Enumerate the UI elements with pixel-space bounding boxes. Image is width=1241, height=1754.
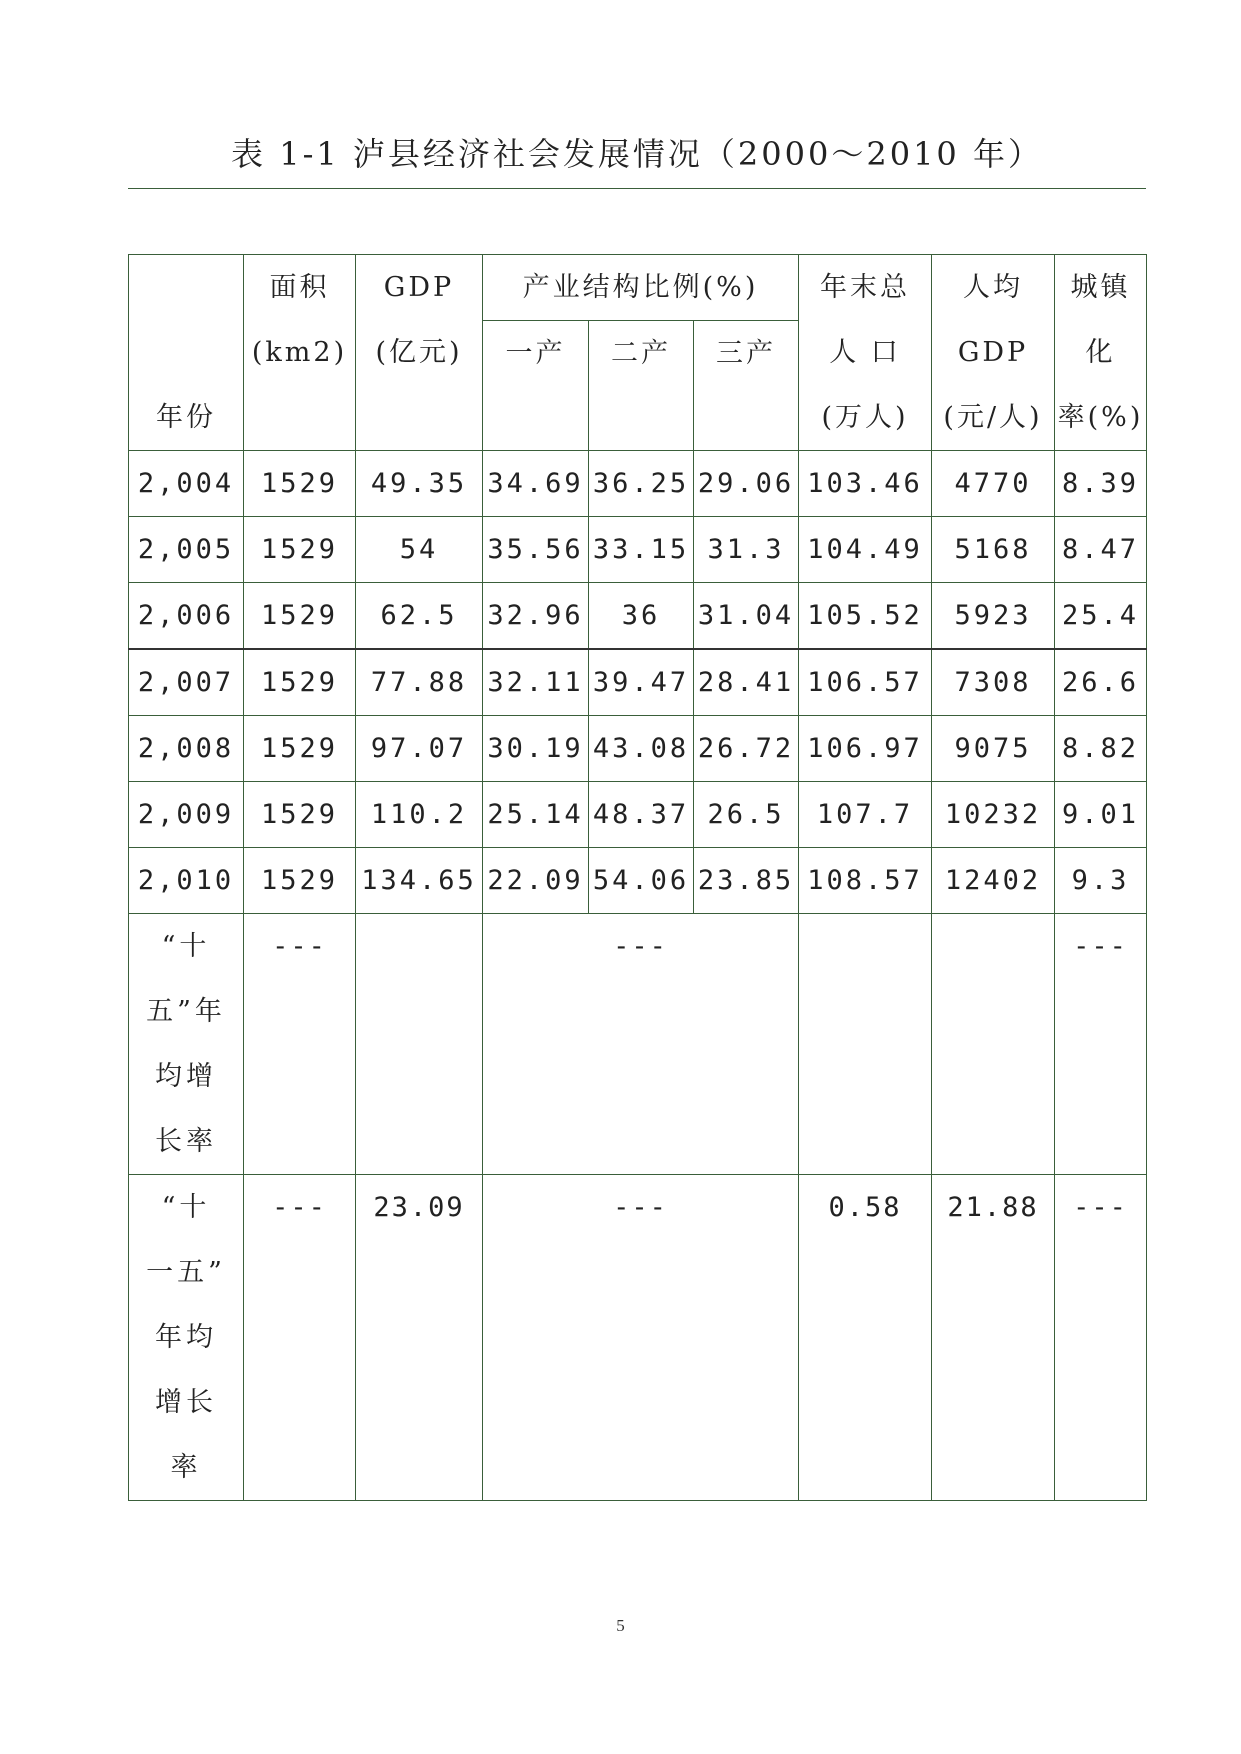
cell-population: 104.49 [799, 517, 932, 583]
cell-population: 105.52 [799, 583, 932, 650]
cell-year: 2,009 [129, 782, 244, 848]
cell-urbanization: 26.6 [1055, 649, 1147, 716]
cell-primary: 25.14 [483, 782, 589, 848]
cell-urbanization: --- [1055, 1175, 1147, 1501]
cell-population: 103.46 [799, 451, 932, 517]
table-row [129, 782, 1147, 848]
cell-year: 2,010 [129, 848, 244, 914]
cell-gdp-per-capita: 5923 [932, 583, 1055, 650]
page-title: 表 1-1 泸县经济社会发展情况（2000～2010 年） [231, 135, 1043, 173]
cell-gdp-per-capita: 4770 [932, 451, 1055, 517]
cell-gdp: 110.2 [356, 782, 483, 848]
header-population [799, 255, 932, 451]
header-urbanization [1055, 255, 1147, 451]
cell-primary: 32.11 [483, 649, 589, 716]
cell-tertiary: 28.41 [694, 649, 799, 716]
cell-secondary: 39.47 [589, 649, 694, 716]
header-urbanization-line: 化 [1085, 337, 1116, 368]
cell-secondary: 36 [589, 583, 694, 650]
table-row [129, 517, 1147, 583]
header-population-line: (万人) [821, 402, 909, 433]
growth-label-line: “十 [161, 1192, 211, 1223]
cell-gdp: 62.5 [356, 583, 483, 650]
cell-gdp: 23.09 [356, 1175, 483, 1501]
cell-primary: 35.56 [483, 517, 589, 583]
header-gdp-per-capita-line: (元/人) [943, 402, 1043, 433]
cell-gdp: 77.88 [356, 649, 483, 716]
cell-gdp: 49.35 [356, 451, 483, 517]
cell-population: 107.7 [799, 782, 932, 848]
header-area [244, 255, 356, 451]
data-table [128, 254, 1147, 1501]
header-gdp-per-capita [932, 255, 1055, 451]
cell-area: --- [244, 914, 356, 1175]
cell-area: --- [244, 1175, 356, 1501]
header-population-line: 人 口 [829, 337, 901, 368]
table-row [129, 649, 1147, 716]
cell-year: 2,006 [129, 583, 244, 650]
cell-gdp: 97.07 [356, 716, 483, 782]
growth-label-line: 五”年 [146, 996, 226, 1027]
growth-label-line: 均增 [155, 1061, 217, 1092]
cell-year: 2,005 [129, 517, 244, 583]
growth-label [129, 914, 244, 1175]
header-population-line: 年末总 [820, 272, 911, 303]
cell-urbanization: 9.01 [1055, 782, 1147, 848]
cell-primary: 30.19 [483, 716, 589, 782]
cell-gdp: 54 [356, 517, 483, 583]
header-year: 年份 [129, 255, 244, 451]
cell-population: 108.57 [799, 848, 932, 914]
cell-population: 0.58 [799, 1175, 932, 1501]
growth-row-11th [129, 1175, 1147, 1501]
cell-tertiary: 23.85 [694, 848, 799, 914]
cell-area: 1529 [244, 451, 356, 517]
header-industry-structure: 产业结构比例(%) [483, 255, 799, 321]
cell-population: 106.97 [799, 716, 932, 782]
cell-industry: --- [483, 914, 799, 1175]
cell-gdp-per-capita: 5168 [932, 517, 1055, 583]
cell-area: 1529 [244, 649, 356, 716]
cell-secondary: 54.06 [589, 848, 694, 914]
header-row [129, 255, 1147, 321]
cell-urbanization: 9.3 [1055, 848, 1147, 914]
growth-label-line: 年均 [155, 1322, 217, 1353]
header-gdp-line: (亿元) [375, 337, 463, 368]
header-tertiary: 三产 [694, 321, 799, 451]
header-area-line: (km2) [251, 337, 348, 368]
cell-urbanization: 25.4 [1055, 583, 1147, 650]
growth-label [129, 1175, 244, 1501]
table-row [129, 451, 1147, 517]
cell-area: 1529 [244, 848, 356, 914]
cell-population: 106.57 [799, 649, 932, 716]
cell-primary: 32.96 [483, 583, 589, 650]
cell-urbanization: 8.82 [1055, 716, 1147, 782]
cell-area: 1529 [244, 782, 356, 848]
cell-industry: --- [483, 1175, 799, 1501]
cell-secondary: 36.25 [589, 451, 694, 517]
cell-tertiary: 31.04 [694, 583, 799, 650]
cell-gdp-per-capita: 7308 [932, 649, 1055, 716]
cell-gdp-per-capita: 10232 [932, 782, 1055, 848]
cell-gdp-per-capita: 9075 [932, 716, 1055, 782]
cell-population [799, 914, 932, 1175]
cell-urbanization: --- [1055, 914, 1147, 1175]
cell-tertiary: 26.5 [694, 782, 799, 848]
header-gdp-per-capita-line: GDP [957, 337, 1029, 368]
table-row [129, 716, 1147, 782]
cell-area: 1529 [244, 583, 356, 650]
growth-label-line: 增长 [155, 1387, 217, 1418]
header-primary: 一产 [483, 321, 589, 451]
cell-gdp-per-capita: 12402 [932, 848, 1055, 914]
cell-primary: 34.69 [483, 451, 589, 517]
cell-gdp-per-capita [932, 914, 1055, 1175]
header-gdp-per-capita-line: 人均 [963, 272, 1024, 303]
cell-year: 2,004 [129, 451, 244, 517]
table-row [129, 848, 1147, 914]
growth-label-line: “十 [161, 931, 211, 962]
cell-secondary: 48.37 [589, 782, 694, 848]
header-area-line: 面积 [269, 272, 330, 303]
header-secondary: 二产 [589, 321, 694, 451]
cell-year: 2,007 [129, 649, 244, 716]
cell-urbanization: 8.47 [1055, 517, 1147, 583]
growth-label-line: 长率 [155, 1126, 217, 1157]
cell-secondary: 33.15 [589, 517, 694, 583]
growth-label-line: 率 [170, 1452, 202, 1483]
header-gdp-line: GDP [383, 272, 455, 303]
cell-gdp [356, 914, 483, 1175]
page-number: 5 [616, 1616, 625, 1635]
table-row [129, 583, 1147, 650]
cell-primary: 22.09 [483, 848, 589, 914]
cell-area: 1529 [244, 716, 356, 782]
cell-gdp-per-capita: 21.88 [932, 1175, 1055, 1501]
cell-secondary: 43.08 [589, 716, 694, 782]
cell-tertiary: 26.72 [694, 716, 799, 782]
cell-area: 1529 [244, 517, 356, 583]
cell-tertiary: 31.3 [694, 517, 799, 583]
cell-gdp: 134.65 [356, 848, 483, 914]
header-gdp [356, 255, 483, 451]
cell-tertiary: 29.06 [694, 451, 799, 517]
growth-row-10th [129, 914, 1147, 1175]
title-rule [128, 188, 1146, 189]
growth-label-line: 一五” [146, 1257, 226, 1288]
header-urbanization-line: 城镇 [1070, 272, 1131, 303]
cell-urbanization: 8.39 [1055, 451, 1147, 517]
cell-year: 2,008 [129, 716, 244, 782]
header-urbanization-line: 率(%) [1057, 402, 1144, 433]
